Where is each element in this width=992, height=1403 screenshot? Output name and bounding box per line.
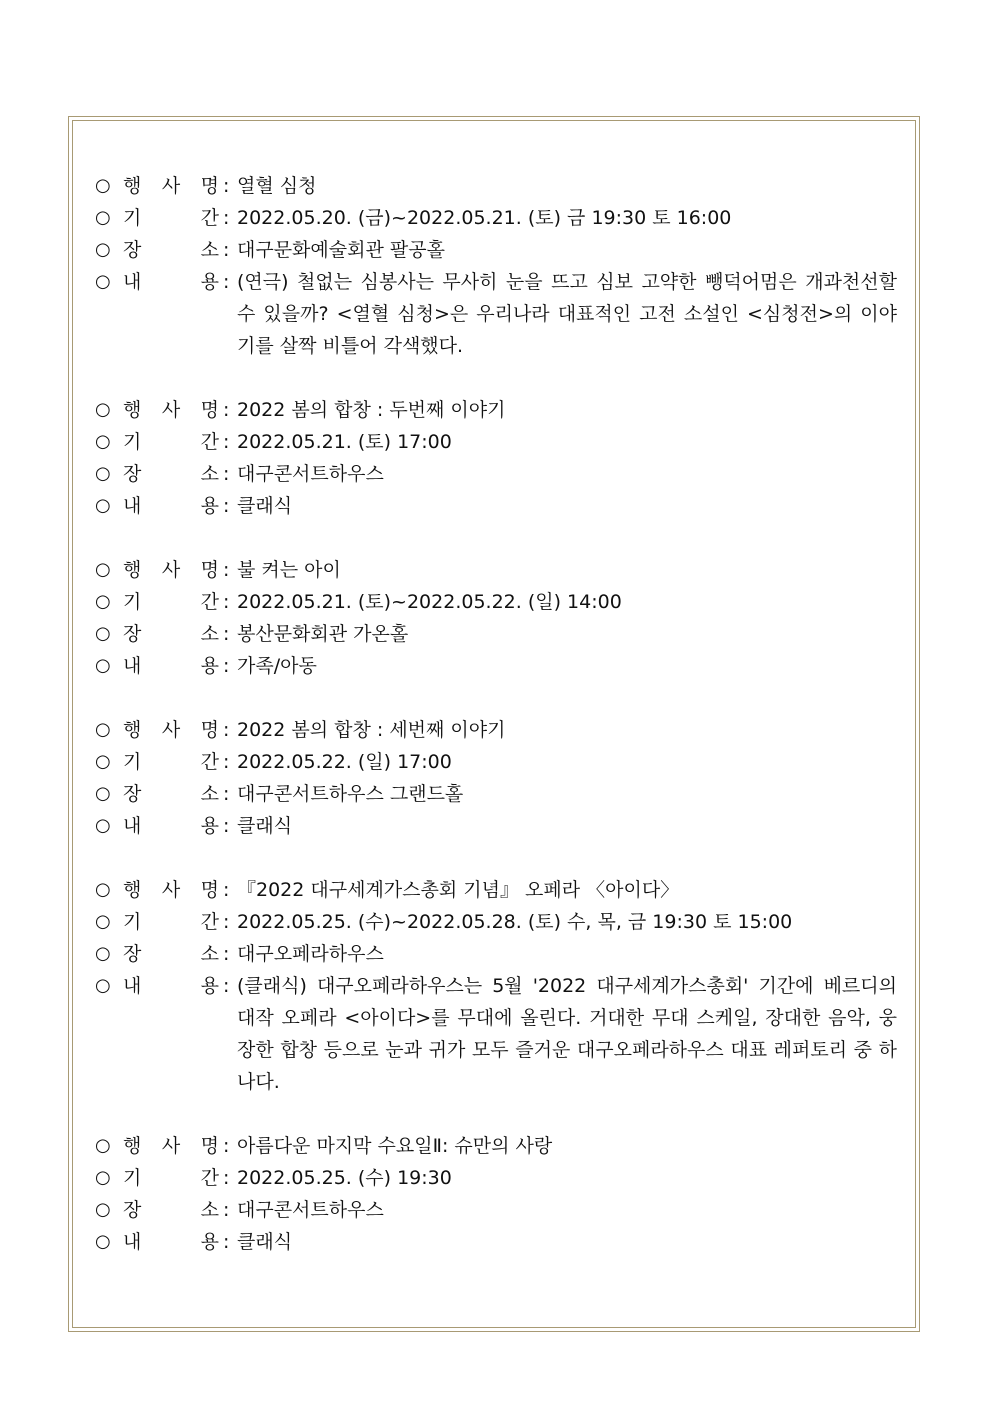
field-colon: :	[223, 815, 230, 837]
field-colon: :	[223, 175, 230, 197]
field-label-char: 행	[123, 1135, 142, 1157]
field-label	[123, 970, 223, 1002]
event-name-row	[95, 1130, 897, 1162]
event-name-value: 『2022 대구세계가스총회 기념』 오페라 〈아이다〉	[237, 879, 680, 901]
circle-bullet-icon: ○	[95, 719, 111, 740]
field-label-char: 사	[161, 399, 181, 421]
field-label-char: 명	[200, 879, 219, 901]
field-label-char: 명	[200, 175, 219, 197]
event-name-row	[95, 874, 897, 906]
field-label-char: 용	[200, 655, 219, 677]
event-place-row	[95, 458, 897, 490]
event-name-value: 불 켜는 아이	[237, 559, 341, 581]
field-colon: :	[223, 1135, 230, 1157]
event-name-value: 열혈 심청	[237, 175, 317, 197]
field-label	[123, 586, 223, 618]
circle-bullet-icon: ○	[95, 783, 111, 804]
field-label	[123, 938, 223, 970]
event-period-value: 2022.05.21. (토)~2022.05.22. (일) 14:00	[237, 591, 622, 613]
event-content-row	[95, 810, 897, 842]
circle-bullet-icon: ○	[95, 879, 111, 900]
field-colon: :	[223, 463, 230, 485]
circle-bullet-icon: ○	[95, 239, 111, 260]
field-colon: :	[223, 207, 230, 229]
event-name-row	[95, 714, 897, 746]
field-label	[123, 746, 223, 778]
event-name-value: 아름다운 마지막 수요일Ⅱ: 슈만의 사랑	[237, 1135, 553, 1157]
event-content-row	[95, 1226, 897, 1258]
field-label	[123, 266, 223, 298]
field-label	[123, 170, 223, 202]
field-label-char: 소	[200, 783, 219, 805]
event-place-row	[95, 778, 897, 810]
circle-bullet-icon: ○	[95, 751, 111, 772]
field-colon: :	[223, 431, 230, 453]
circle-bullet-icon: ○	[95, 399, 111, 420]
field-colon: :	[223, 783, 230, 805]
field-label-char: 명	[200, 719, 219, 741]
event-content-row	[95, 650, 897, 682]
event-place-row	[95, 1194, 897, 1226]
field-colon: :	[223, 719, 230, 741]
event-place-value: 대구콘서트하우스	[237, 463, 384, 485]
event-place-row	[95, 938, 897, 970]
event-content-row	[95, 490, 897, 522]
event-block	[95, 1130, 897, 1258]
field-label-char: 간	[200, 1167, 219, 1189]
field-label-char: 사	[161, 175, 181, 197]
field-label	[123, 1226, 223, 1258]
field-colon: :	[223, 623, 230, 645]
circle-bullet-icon: ○	[95, 1199, 111, 1220]
field-colon: :	[223, 559, 230, 581]
field-label	[123, 490, 223, 522]
field-colon: :	[223, 591, 230, 613]
field-label-char: 간	[200, 911, 219, 933]
field-label	[123, 234, 223, 266]
circle-bullet-icon: ○	[95, 1231, 111, 1252]
event-block	[95, 394, 897, 522]
field-label	[123, 1194, 223, 1226]
field-label-char: 기	[123, 1167, 142, 1189]
event-content-value: 클래식	[237, 495, 293, 517]
circle-bullet-icon: ○	[95, 463, 111, 484]
event-period-value: 2022.05.25. (수)~2022.05.28. (토) 수, 목, 금 19:30 토 15:00	[237, 911, 793, 933]
event-name-row	[95, 554, 897, 586]
field-label-char: 용	[200, 815, 219, 837]
event-place-value: 봉산문화회관 가온홀	[237, 623, 409, 645]
field-label	[123, 1130, 223, 1162]
field-label	[123, 874, 223, 906]
event-period-row	[95, 906, 897, 938]
field-label-char: 명	[200, 1135, 219, 1157]
event-content-row	[95, 266, 904, 362]
field-label-char: 사	[161, 1135, 181, 1157]
field-label-char: 용	[200, 975, 219, 997]
field-colon: :	[223, 943, 230, 965]
field-label-char: 행	[123, 879, 142, 901]
event-period-value: 2022.05.25. (수) 19:30	[237, 1167, 452, 1189]
field-label-char: 소	[200, 239, 219, 261]
event-list	[95, 170, 904, 1290]
circle-bullet-icon: ○	[95, 1167, 111, 1188]
event-period-row	[95, 746, 897, 778]
field-label-char: 기	[123, 911, 142, 933]
field-colon: :	[223, 655, 230, 677]
field-colon: :	[223, 975, 230, 997]
field-label-char: 내	[123, 271, 142, 293]
field-label-char: 행	[123, 175, 142, 197]
circle-bullet-icon: ○	[95, 911, 111, 932]
field-label-char: 용	[200, 271, 219, 293]
event-name-row	[95, 394, 897, 426]
field-label-char: 내	[123, 1231, 142, 1253]
circle-bullet-icon: ○	[95, 591, 111, 612]
field-label-char: 간	[200, 751, 219, 773]
field-label-char: 간	[200, 591, 219, 613]
field-colon: :	[223, 879, 230, 901]
field-label	[123, 778, 223, 810]
field-colon: :	[223, 1231, 230, 1253]
field-label-char: 행	[123, 559, 142, 581]
field-label-char: 기	[123, 431, 142, 453]
field-label-char: 명	[200, 399, 219, 421]
event-block	[95, 554, 897, 682]
field-colon: :	[223, 751, 230, 773]
event-name-value: 2022 봄의 합창 : 두번째 이야기	[237, 399, 506, 421]
event-period-value: 2022.05.20. (금)~2022.05.21. (토) 금 19:30 토 16:00	[237, 207, 732, 229]
field-label-char: 장	[123, 239, 142, 261]
field-label-char: 용	[200, 1231, 219, 1253]
event-period-row	[95, 202, 897, 234]
field-label-char: 사	[161, 719, 181, 741]
event-content-row	[95, 970, 904, 1098]
field-colon: :	[223, 911, 230, 933]
circle-bullet-icon: ○	[95, 559, 111, 580]
field-label	[123, 618, 223, 650]
event-place-value: 대구콘서트하우스	[237, 1199, 384, 1221]
field-label-char: 기	[123, 591, 142, 613]
circle-bullet-icon: ○	[95, 1135, 111, 1156]
field-label	[123, 1162, 223, 1194]
field-label-char: 장	[123, 943, 142, 965]
event-content-value: (연극) 철없는 심봉사는 무사히 눈을 뜨고 심보 고약한 뺑덕어멈은 개과천선할 수 있을까? <열혈 심청>은 우리나라 대표적인 고전 소설인 <심청전>의 이야기를 살짝 비틀어 각색했다.	[237, 271, 904, 357]
field-label-char: 소	[200, 1199, 219, 1221]
event-content-value: 클래식	[237, 815, 293, 837]
event-content-value: 가족/아동	[237, 655, 317, 677]
field-label-char: 사	[161, 559, 181, 581]
field-label-char: 간	[200, 207, 219, 229]
circle-bullet-icon: ○	[95, 975, 111, 996]
field-label	[123, 554, 223, 586]
field-label-char: 용	[200, 495, 219, 517]
field-label	[123, 810, 223, 842]
circle-bullet-icon: ○	[95, 943, 111, 964]
event-place-value: 대구콘서트하우스 그랜드홀	[237, 783, 464, 805]
field-label	[123, 202, 223, 234]
circle-bullet-icon: ○	[95, 271, 111, 292]
circle-bullet-icon: ○	[95, 655, 111, 676]
event-content-value: 클래식	[237, 1231, 293, 1253]
event-period-row	[95, 1162, 897, 1194]
field-label-char: 간	[200, 431, 219, 453]
event-content-value: (클래식) 대구오페라하우스는 5월 '2022 대구세계가스총회' 기간에 베르디의 대작 오페라 <아이다>를 무대에 올린다. 거대한 무대 스케일, 장대한 음악, 웅장한 합창 등으로 눈과 귀가 모두 즐거운 대구오페라하우스 대표 레퍼토리 중 하나다.	[237, 975, 904, 1093]
event-period-value: 2022.05.22. (일) 17:00	[237, 751, 452, 773]
field-label-char: 행	[123, 399, 142, 421]
field-label-char: 소	[200, 463, 219, 485]
field-label-char: 사	[161, 879, 181, 901]
field-label-char: 기	[123, 207, 142, 229]
field-label-char: 명	[200, 559, 219, 581]
field-label-char: 내	[123, 815, 142, 837]
circle-bullet-icon: ○	[95, 623, 111, 644]
field-label-char: 내	[123, 975, 142, 997]
field-label	[123, 394, 223, 426]
field-label-char: 내	[123, 495, 142, 517]
field-label-char: 기	[123, 751, 142, 773]
field-label-char: 장	[123, 1199, 142, 1221]
field-colon: :	[223, 1199, 230, 1221]
field-label-char: 소	[200, 623, 219, 645]
field-label	[123, 458, 223, 490]
event-place-row	[95, 234, 897, 266]
event-period-row	[95, 586, 897, 618]
field-label-char: 장	[123, 623, 142, 645]
event-block	[95, 874, 904, 1098]
field-colon: :	[223, 239, 230, 261]
field-label	[123, 714, 223, 746]
event-period-row	[95, 426, 897, 458]
circle-bullet-icon: ○	[95, 495, 111, 516]
circle-bullet-icon: ○	[95, 431, 111, 452]
field-colon: :	[223, 1167, 230, 1189]
event-place-row	[95, 618, 897, 650]
field-label	[123, 426, 223, 458]
field-colon: :	[223, 495, 230, 517]
event-block	[95, 170, 904, 362]
field-label	[123, 906, 223, 938]
field-colon: :	[223, 271, 230, 293]
event-name-row	[95, 170, 897, 202]
field-label-char: 행	[123, 719, 142, 741]
circle-bullet-icon: ○	[95, 207, 111, 228]
field-label-char: 장	[123, 783, 142, 805]
field-colon: :	[223, 399, 230, 421]
field-label-char: 장	[123, 463, 142, 485]
field-label-char: 소	[200, 943, 219, 965]
event-place-value: 대구오페라하우스	[237, 943, 384, 965]
circle-bullet-icon: ○	[95, 175, 111, 196]
event-block	[95, 714, 897, 842]
field-label-char: 내	[123, 655, 142, 677]
event-place-value: 대구문화예술회관 팔공홀	[237, 239, 445, 261]
event-name-value: 2022 봄의 합창 : 세번째 이야기	[237, 719, 506, 741]
field-label	[123, 650, 223, 682]
circle-bullet-icon: ○	[95, 815, 111, 836]
event-period-value: 2022.05.21. (토) 17:00	[237, 431, 452, 453]
